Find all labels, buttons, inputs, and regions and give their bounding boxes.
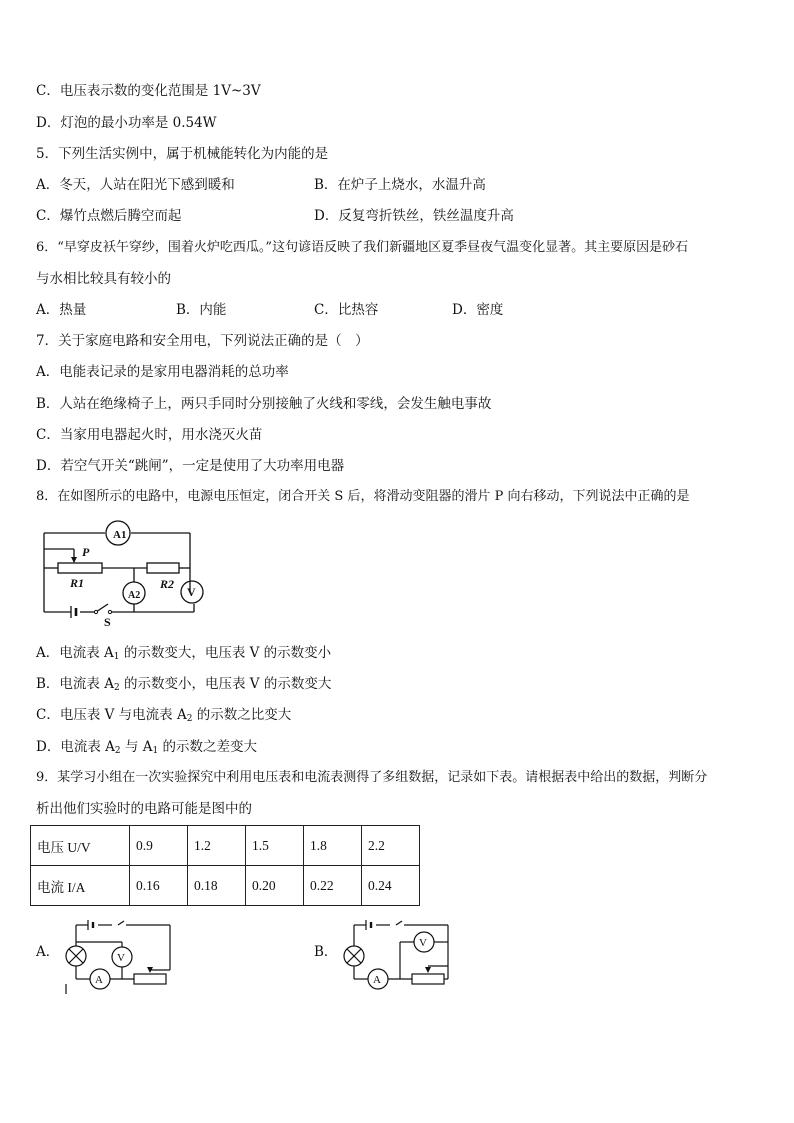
q8-label-a1: A1 [113,529,127,541]
table-cell: 0.18 [188,866,246,906]
q7-stem: 7．关于家庭电路和安全用电，下列说法正确的是（ ） [36,333,369,349]
q8-option-b: B．电流表 $A_2$ 的示数变小，电压表 V 的示数变大 [36,676,332,693]
q5-option-a: A．冬天，人站在阳光下感到暖和 [36,177,235,193]
table-cell: 2.2 [362,826,420,866]
q6-option-c: C．比热容 [314,302,379,318]
q9-circuit-b [336,910,466,995]
q9-stem-line1: 9．某学习小组在一次实验探究中利用电压表和电流表测得了多组数据，记录如下表。请根据表中给出的数据，判断分 [36,770,708,785]
table-header-current: 电流 I/A [31,866,130,906]
q9-stem-line2: 析出他们实验时的电路可能是图中的 [36,801,252,817]
q6-option-a: A．热量 [36,302,87,318]
q8-label-s: S [104,615,111,628]
q9-circuit-b-label: B． [314,944,338,960]
q6-stem-line1: 6．“早穿皮袄午穿纱，围着火炉吃西瓜。”这句谚语反映了我们新疆地区夏季昼夜气温变化显著。其主要原因是砂石 [36,240,689,255]
q8-label-r2: R2 [160,577,175,591]
q8-label-r1: R1 [70,576,85,590]
q8-option-d: D．电流表 $A_2$ 与 $A_1$ 的示数之差变大 [36,739,257,756]
q5-option-b: B．在炉子上烧水，水温升高 [314,177,486,193]
q6-option-b: B．内能 [176,302,227,318]
q9-circuit-a [58,910,188,995]
q9a-meter-a-label: A [95,974,103,986]
q9-circuit-a-label: A． [36,944,60,960]
table-cell: 1.5 [246,826,304,866]
q5-option-d: D．反复弯折铁丝，铁丝温度升高 [314,208,514,224]
q6-option-d: D．密度 [452,302,504,318]
table-cell: 0.22 [304,866,362,906]
q7-option-c: C．当家用电器起火时，用水浇灭火苗 [36,427,263,443]
q9b-meter-v-label: V [419,937,427,949]
table-header-voltage: 电压 U/V [31,826,130,866]
q9-data-table [30,825,420,906]
q7-option-d: D．若空气开关“跳闸”，一定是使用了大功率用电器 [36,458,345,474]
q8-circuit-diagram [36,516,216,628]
q4-option-c: C．电压表示数的变化范围是 1V~3V [36,83,261,99]
q5-stem: 5．下列生活实例中，属于机械能转化为内能的是 [36,146,329,162]
q6-stem-line2: 与水相比较具有较小的 [36,271,171,287]
table-cell: 0.9 [130,826,188,866]
table-cell: 1.8 [304,826,362,866]
q8-stem: 8．在如图所示的电路中，电源电压恒定，闭合开关 S 后，将滑动变阻器的滑片 P 向右移动，下列说法中正确的是 [36,489,690,504]
q8-label-p: P [82,545,90,559]
q8-label-v: V [187,585,196,599]
table-cell: 1.2 [188,826,246,866]
slider-arrow-icon [425,967,431,973]
q8-label-a2: A2 [128,590,141,601]
q7-option-b: B．人站在绝缘椅子上，两只手同时分别接触了火线和零线，会发生触电事故 [36,396,492,412]
table-row [31,826,420,866]
q9a-meter-v-label: V [117,952,125,964]
q5-option-c: C．爆竹点燃后腾空而起 [36,208,182,224]
slider-arrow-icon [71,557,77,563]
q4-option-d: D．灯泡的最小功率是 0.54W [36,115,217,131]
q9b-meter-a-label: A [373,974,381,986]
q8-option-c: C．电压表 V 与电流表 $A_2$ 的示数之比变大 [36,707,292,724]
table-cell: 0.16 [130,866,188,906]
table-row [31,866,420,906]
table-cell: 0.24 [362,866,420,906]
q7-option-a: A．电能表记录的是家用电器消耗的总功率 [36,364,289,380]
table-cell: 0.20 [246,866,304,906]
q8-option-a: A．电流表 $A_1$ 的示数变大，电压表 V 的示数变小 [36,645,332,662]
